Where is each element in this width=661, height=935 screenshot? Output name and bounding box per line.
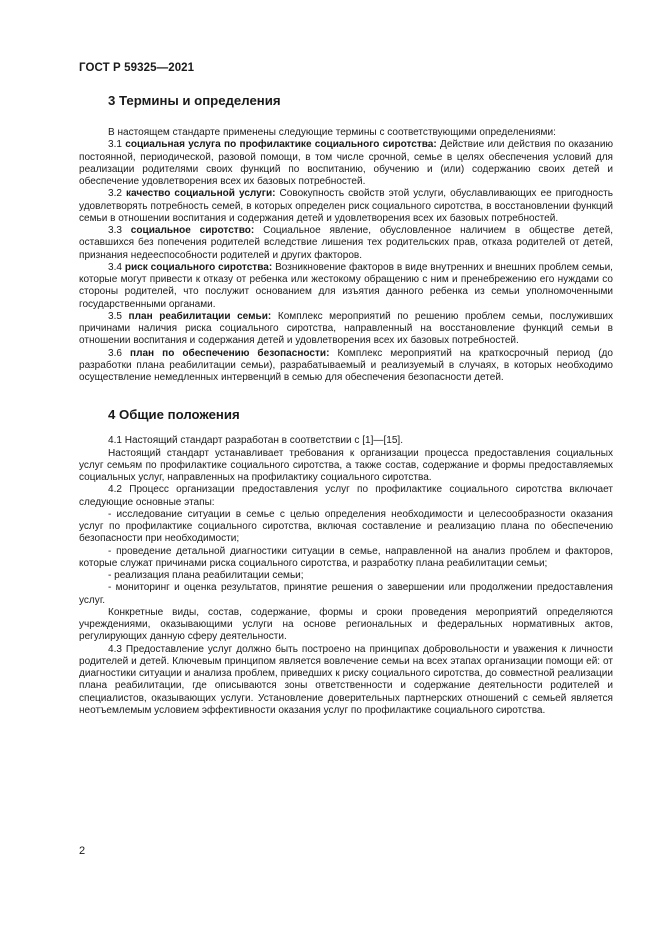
term-definition: Социальное явление, обусловленное наличием в обществе детей, оставшихся без попечения родителей вследствие лишения тех родительских прав, отказа родителей от детей, признания недееспособности родителей и других факторов. xyxy=(79,225,613,261)
page-content xyxy=(79,90,613,717)
term-number: 3.2 xyxy=(108,188,122,200)
term-definition: Комплекс мероприятий на краткосрочный период (до разработки плана реабилитации семьи), разрабатываемый и реализуемый в случаях, в которых необходимо осуществление немедленных интервенций в семью для обеспечения безопасности детей. xyxy=(79,347,613,383)
term-number: 3.3 xyxy=(108,225,122,236)
term-3-1 xyxy=(79,139,613,188)
term-name: риск социального сиротства: xyxy=(124,261,273,273)
list-item-stage: - исследование ситуации в семье с целью определения необходимости и целесообразности оказания услуг по профилактике социального сиротства, включая составление и реализацию плана по обеспечению безопасности при необходимости; xyxy=(79,508,613,545)
term-number: 3.4 xyxy=(108,261,122,273)
list-item-stage: - реализация плана реабилитации семьи; xyxy=(108,570,304,581)
term-definition: Комплекс мероприятий по решению проблем семьи, послуживших причинами наличия риска социального сиротства, направленный на восстановление функций семьи в отношении воспитания и содержания детей и удовлетворения всех их базовых потребностей. xyxy=(79,310,614,347)
term-name: социальная услуга по профилактике социального сиротства: xyxy=(125,139,437,151)
term-number: 3.6 xyxy=(108,347,122,359)
paragraph-activities: Конкретные виды, состав, содержание, формы и сроки проведения мероприятий определяются учреждениями, оказывающими услуги на основе региональных и федеральных нормативных актов, регулирующих данную сферу деятельности. xyxy=(79,606,613,643)
term-name: план по обеспечению безопасности: xyxy=(130,347,330,359)
term-definition: Совокупность свойств этой услуги, обуславливающих ее пригодность удовлетворять потребность семей, в которых определен риск социального сиротства, в восстановлении функций семьи в отношении воспитания и содержания детей и удовлетворения всех их базовых потребностей. xyxy=(79,188,613,224)
term-name: качество социальной услуги: xyxy=(126,188,276,200)
page-number: 2 xyxy=(79,845,86,857)
paragraph-4-1: 4.1 Настоящий стандарт разработан в соответствии с [1]—[15]. xyxy=(108,435,404,447)
list-item-stage: - мониторинг и оценка результатов, принятие решения о завершении или продолжении предоставления услуг. xyxy=(79,582,613,606)
term-definition: Возникновение факторов в виде внутренних и внешних проблем семьи, которые могут привести к отказу от ребенка или жестокому обращению с ним и пренебрежению его нуждами со стороны родителей, что послужит основанием для изъятия данного ребенка из семьи уполномоченными государственными органами. xyxy=(79,261,613,310)
section-3-title: 3 Термины и определения xyxy=(108,93,281,108)
paragraph-standard-requirements: Настоящий стандарт устанавливает требования к организации процесса предоставления социальных услуг семьям по профилактике социального сиротства, а также состав, содержание и формы предоставляемых социальных услуг, направленных на профилактику социального сиротства. xyxy=(79,447,613,483)
section-3-intro: В настоящем стандарте применены следующие термины с соответствующими определениями: xyxy=(108,127,556,138)
section-4-title: 4 Общие положения xyxy=(108,407,240,423)
term-3-3 xyxy=(79,225,613,262)
term-3-5 xyxy=(79,311,613,348)
list-item-stage: - проведение детальной диагностики ситуации в семье, направленной на анализ проблем и факторов, которые служат причинами риска социального сиротства, и разработку плана реабилитации семьи; xyxy=(79,545,613,569)
term-number: 3.1 xyxy=(108,139,122,151)
paragraph-4-3: 4.3 Предоставление услуг должно быть построено на принципах добровольности и уважения к личности родителей и детей. Ключевым принципом является вовлечение семьи на всех этапах организации помощи ей: от диагностики ситуации и анализа проблем, приведших к риску социального сиротства, до совместной реализации плана реабилитации, где описываются зоны ответственности и содержание деятельности родителей и специалистов, оказывающих услуги. Установление доверительных партнерских отношений с семьей является неотъемлемым условием эффективности оказания услуг по профилактике социального сиротства. xyxy=(79,643,613,716)
document-header: ГОСТ Р 59325—2021 xyxy=(79,62,195,74)
term-definition: Действие или действия по оказанию постоянной, периодической, разовой помощи, в том числе срочной, семье в целях обеспечения условий для реализации родителями своих функций по воспитанию, обучению и (или) содержанию своих детей и обеспечение удовлетворения всех их базовых потребностей. xyxy=(79,139,613,187)
term-3-2 xyxy=(79,188,613,225)
term-name: план реабилитации семьи: xyxy=(128,310,272,322)
paragraph-4-2: 4.2 Процесс организации предоставления услуг по профилактике социального сиротства включает следующие основные этапы: xyxy=(79,484,613,508)
term-name: социальное сиротство: xyxy=(130,225,255,236)
term-3-4 xyxy=(79,262,613,311)
term-number: 3.5 xyxy=(108,310,122,322)
term-3-6 xyxy=(79,348,613,385)
